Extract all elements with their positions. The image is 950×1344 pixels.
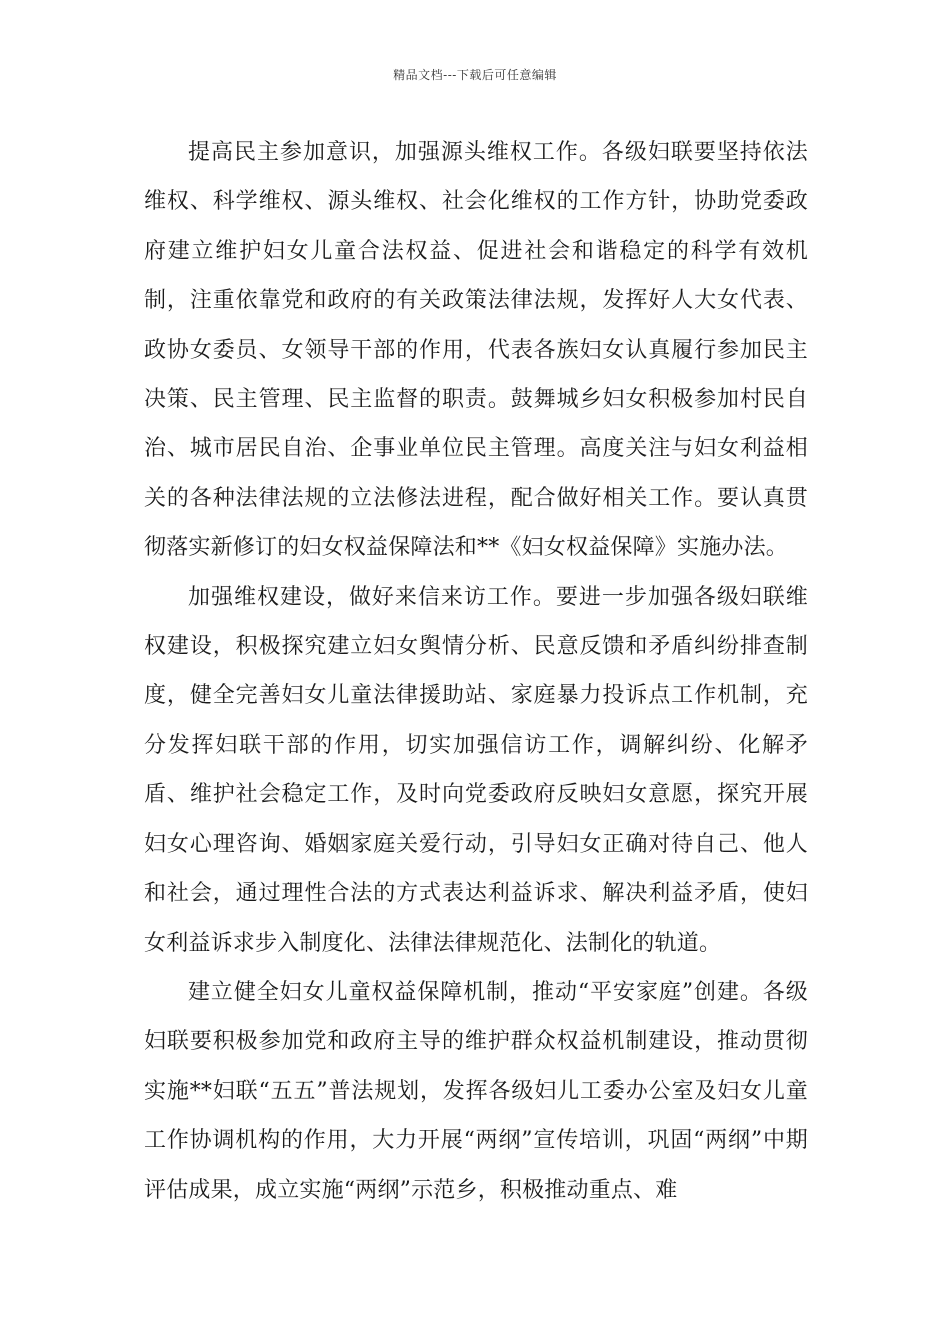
paragraph-2: 加强维权建设，做好来信来访工作。要进一步加强各级妇联维权建设，积极探究建立妇女舆情分析、民意反馈和矛盾纠纷排查制度，健全完善妇女儿童法律援助站、家庭暴力投诉点工作机制，充分发挥妇联干部的作用，切实加强信访工作，调解纠纷、化解矛盾、维护社会稳定工作，及时向党委政府反映妇女意愿，探究开展妇女心理咨询、婚姻家庭关爱行动，引导妇女正确对待自己、他人和社会，通过理性合法的方式表达利益诉求、解决利益矛盾，使妇女利益诉求步入制度化、法律法律规范化、法制化的轨道。	[144, 584, 808, 956]
paragraph-3: 建立健全妇女儿童权益保障机制，推动“平安家庭”创建。各级妇联要积极参加党和政府主导的维护群众权益机制建设，推动贯彻实施**妇联“五五”普法规划，发挥各级妇儿工委办公室及妇女儿童工作协调机构的作用，大力开展“两纲”宣传培训，巩固“两纲”中期评估成果，成立实施“两纲”示范乡，积极推动重点、难	[144, 979, 808, 1203]
document-body	[144, 128, 808, 1215]
paragraph-1: 提高民主参加意识，加强源头维权工作。各级妇联要坚持依法维权、科学维权、源头维权、社会化维权的工作方针，协助党委政府建立维护妇女儿童合法权益、促进社会和谐稳定的科学有效机制，注重依靠党和政府的有关政策法律法规，发挥好人大女代表、政协女委员、女领导干部的作用，代表各族妇女认真履行参加民主决策、民主管理、民主监督的职责。鼓舞城乡妇女积极参加村民自治、城市居民自治、企事业单位民主管理。高度关注与妇女利益相关的各种法律法规的立法修法进程，配合做好相关工作。要认真贯彻落实新修订的妇女权益保障法和**《妇女权益保障》实施办法。	[144, 140, 808, 561]
page-header: 精品文档---下载后可任意编辑	[393, 68, 557, 82]
